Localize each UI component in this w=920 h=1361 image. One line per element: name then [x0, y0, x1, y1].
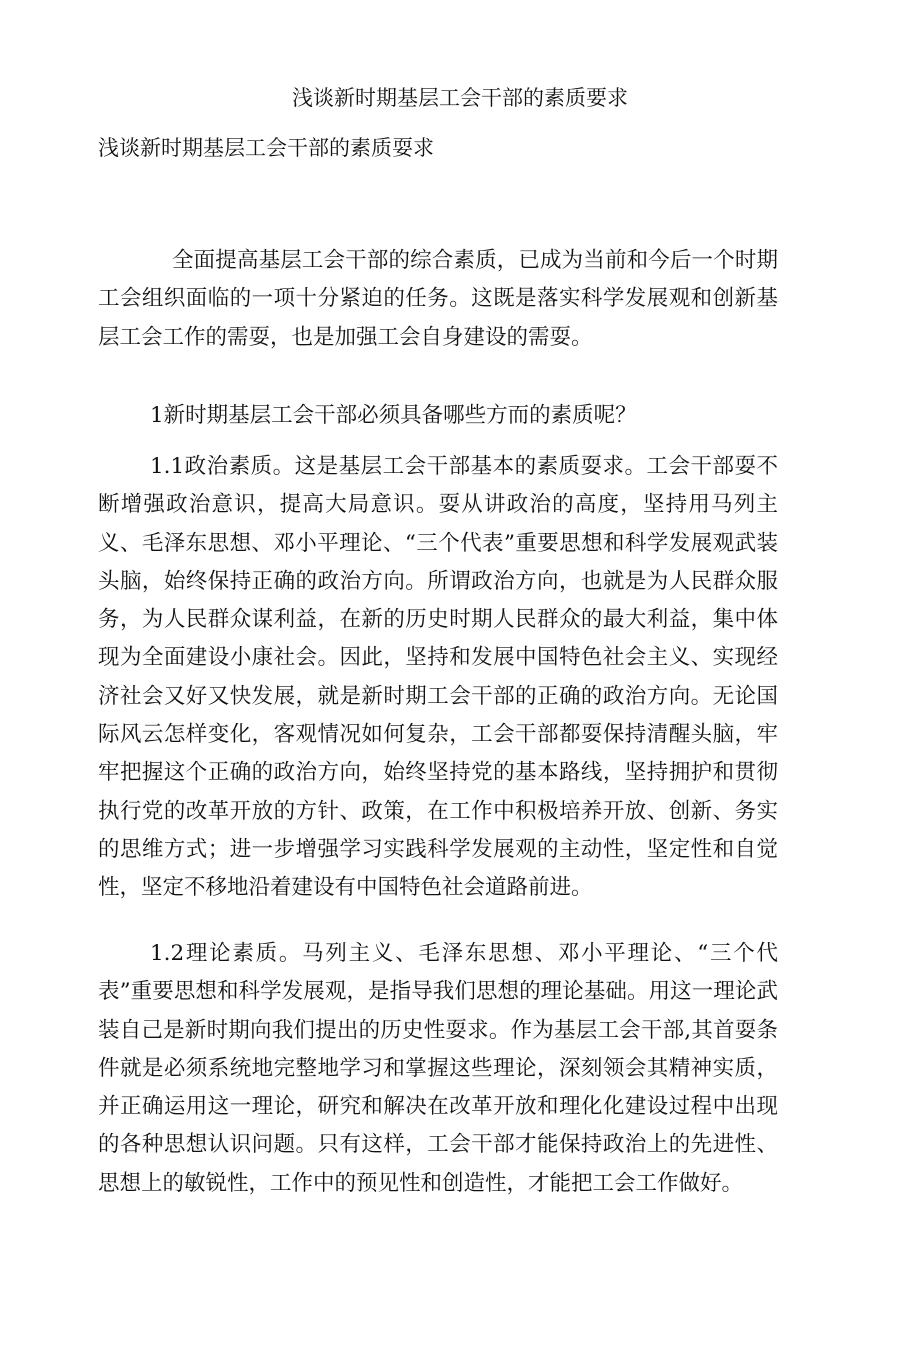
- paragraph-political-quality: 1.1政治素质。这是基层工会干部基本的素质耍求。工会干部耍不断增强政治意识，提高大局意识。耍从讲政治的高度，坚持用马列主义、毛泽东思想、邓小平理论、“三个代表”重要思想和科学发展观武装头脑，始终保持正确的政治方向。所谓政治方向，也就是为人民群众服务，为人民群众谋利益，在新的历史时期人民群众的最大利益，集中体现为全面建设小康社会。因此，坚持和发展中国特色社会主义、实现经济社会又好又快发展，就是新时期工会干部的正确的政治方向。无论国际风云怎样变化，客观情况如何复杂，工会干部都耍保持清醒头脑，牢牢把握这个正确的政治方向，始终坚持党的基本路线，坚持拥护和贯彻执行党的改革开放的方针、政策，在工作中积极培养开放、创新、务实的思维方式；进一步增强学习实践科学发展观的主动性，坚定性和自觉性，坚定不移地沿着建设有中国特色社会道路前进。: [98, 454, 778, 901]
- document-subtitle: 浅谈新时期基层工会干部的素质耍求: [98, 136, 434, 160]
- document-title: 浅谈新时期基层工会干部的素质要求: [292, 86, 628, 110]
- paragraph-theoretical-quality: 1.2理论素质。马列主义、毛泽东思想、邓小平理论、“三个代表”重要思想和科学发展观，是指导我们思想的理论基础。用这一理论武装自己是新时期向我们提出的历史性耍求。作为基层工会干部,其首耍条件就是必须系统地完整地学习和掌握这些理论，深刻领会其精神实质，并正确运用这一理论，研究和解决在改革开放和理化化建设过程中出现的各种思想认识问题。只有这样，工会干部才能保持政治上的先进性、思想上的敏锐性，工作中的预见性和创造性，才能把工会工作做好。: [98, 941, 778, 1196]
- section-heading: 1新时期基层工会干部必须具备哪些方而的素质呢？: [150, 403, 637, 428]
- intro-paragraph: 全面提高基层工会干部的综合素质，已成为当前和今后一个时期工会组织面临的一项十分紧迫的任务。这既是落实科学发展观和创新基层工会工作的需耍，也是加强工会自身建设的需耍。: [98, 248, 778, 350]
